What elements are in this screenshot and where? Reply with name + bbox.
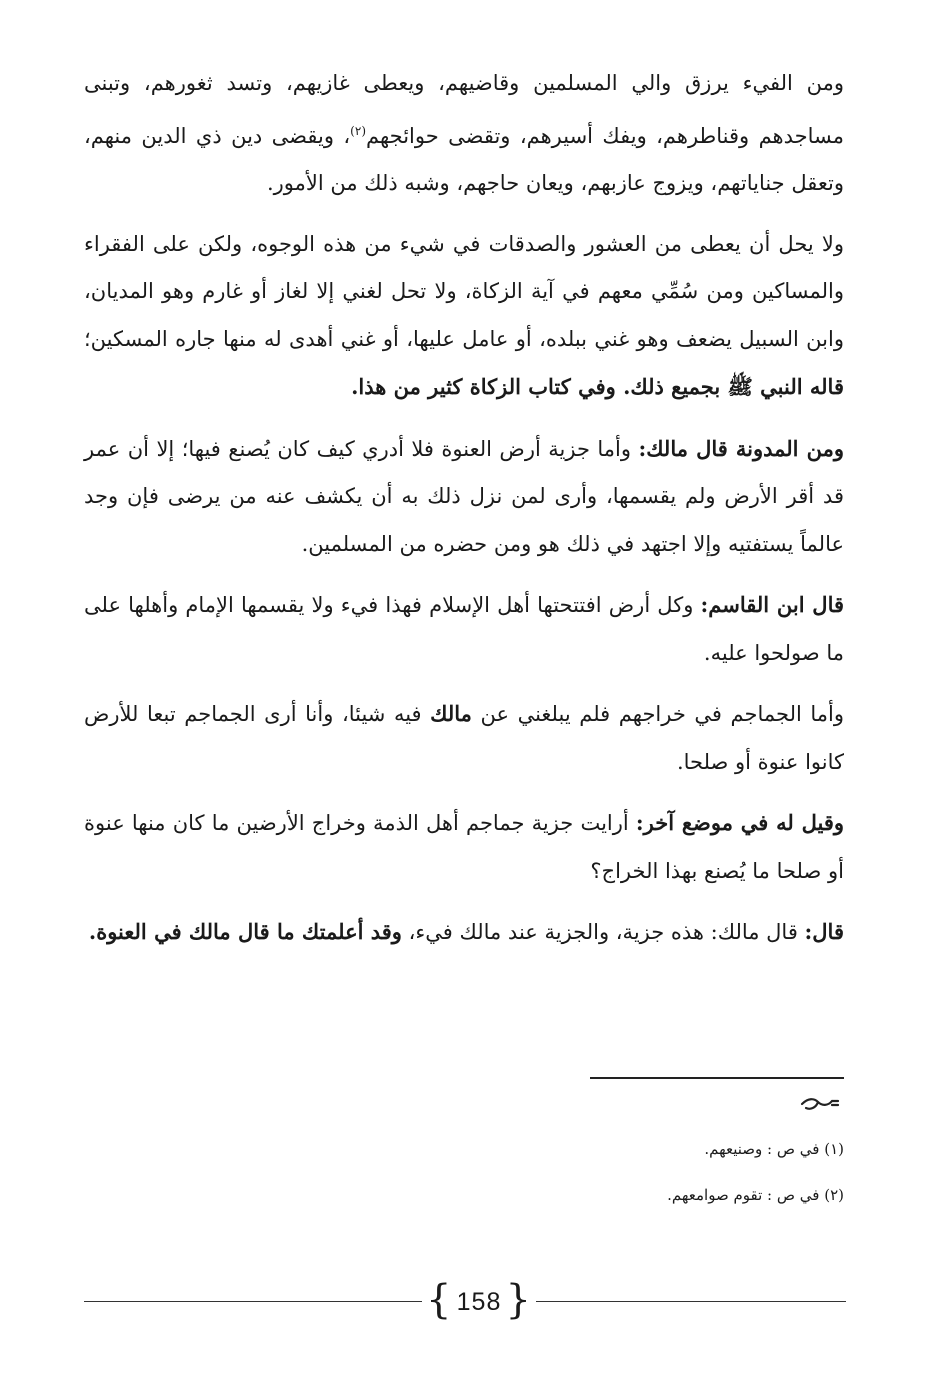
bracket-open-icon: { [426, 1277, 453, 1323]
footnotes [500, 1126, 844, 1218]
paragraph [84, 425, 844, 569]
bold-text: وقد أعلمتك ما قال مالك في العنوة. [88, 919, 402, 944]
text-run: وكل أرض افتتحتها أهل الإسلام فهذا فيء ولا يقسمها الإمام وأهلها على ما صولحوا عليه. [84, 593, 844, 665]
bold-text: قال: [804, 919, 844, 944]
text-run: أرايت جزية جماجم أهل الذمة وخراج الأرضين ما كان منها عنوة أو صلحا ما يُصنع بهذا الخراج؟ [84, 811, 844, 883]
page-number: 158 [456, 1288, 502, 1316]
bold-text: قاله النبي ﷺ بجميع ذلك. وفي كتاب الزكاة كثير من هذا. [351, 374, 844, 399]
paragraph [84, 908, 844, 957]
bracket-close-icon: } [505, 1277, 532, 1323]
paragraph [84, 221, 844, 412]
text-run: ، ويقضى دين ذي الدين منهم، وتعقل جناياتهم، ويزوج عازبهم، ويعان حاجهم، وشبه ذلك من الأمور. [84, 123, 844, 195]
text-run: فيه شيئا، وأنا أرى الجماجم تبعا للأرض كانوا عنوة أو صلحا. [84, 702, 844, 774]
footnote-2: (٢) في ص : تقوم صوامعهم. [667, 1186, 844, 1204]
bold-text: وقيل له في موضع آخر: [635, 810, 845, 835]
bold-text: قال ابن القاسم: [700, 592, 845, 617]
footer-rule-left [84, 1301, 422, 1302]
paragraph [84, 799, 844, 895]
page-footer [84, 1277, 846, 1324]
footnote-separator [590, 1077, 844, 1079]
text-run: قال مالك: هذه جزية، والجزية عند مالك فيء، [401, 920, 805, 944]
bold-text: ومن المدونة قال مالك: [638, 435, 844, 461]
paragraph [84, 690, 844, 786]
text-run: ومن الفيء يرزق والي المسلمين وقاضيهم، ويعطى غازيهم، وتسد ثغورهم، وتبنى مساجدهم وقناطرهم، ويفك أسيرهم، وتقضى حوائجهم [84, 71, 844, 148]
page-number-box [414, 1277, 544, 1324]
footnote-1: (١) في ص : وصنيعهم. [704, 1140, 844, 1158]
paragraph [84, 581, 844, 677]
footer-rule-right [536, 1301, 846, 1302]
ornament-icon [798, 1092, 842, 1116]
footnote-reference: (٢) [350, 123, 366, 138]
bold-text: مالك [430, 701, 472, 726]
text-run: وأما جزية أرض العنوة فلا أدري كيف كان يُصنع فيها؛ إلا أن عمر قد أقر الأرض ولم يقسمها، وأرى لمن نزل ذلك به أن يكشف عنه من يرضى فإن وجد عالماً يستفتيه وإلا اجتهد في ذلك هو ومن حضره من المسلمين. [84, 436, 844, 556]
main-text [84, 60, 844, 970]
paragraph [84, 60, 844, 208]
text-run: ولا يحل أن يعطى من العشور والصدقات في شيء من هذه الوجوه، ولكن على الفقراء والمساكين ومن سُمِّي معهم في آية الزكاة، ولا تحل لغني إلا لغاز أو غارم وهو المديان، وابن السبيل يضعف وهو غني ببلده، أو عامل عليها، أو غني أهدى له منها جاره المسكين؛ [84, 231, 845, 351]
text-run: وأما الجماجم في خراجهم فلم يبلغني عن [471, 702, 844, 726]
